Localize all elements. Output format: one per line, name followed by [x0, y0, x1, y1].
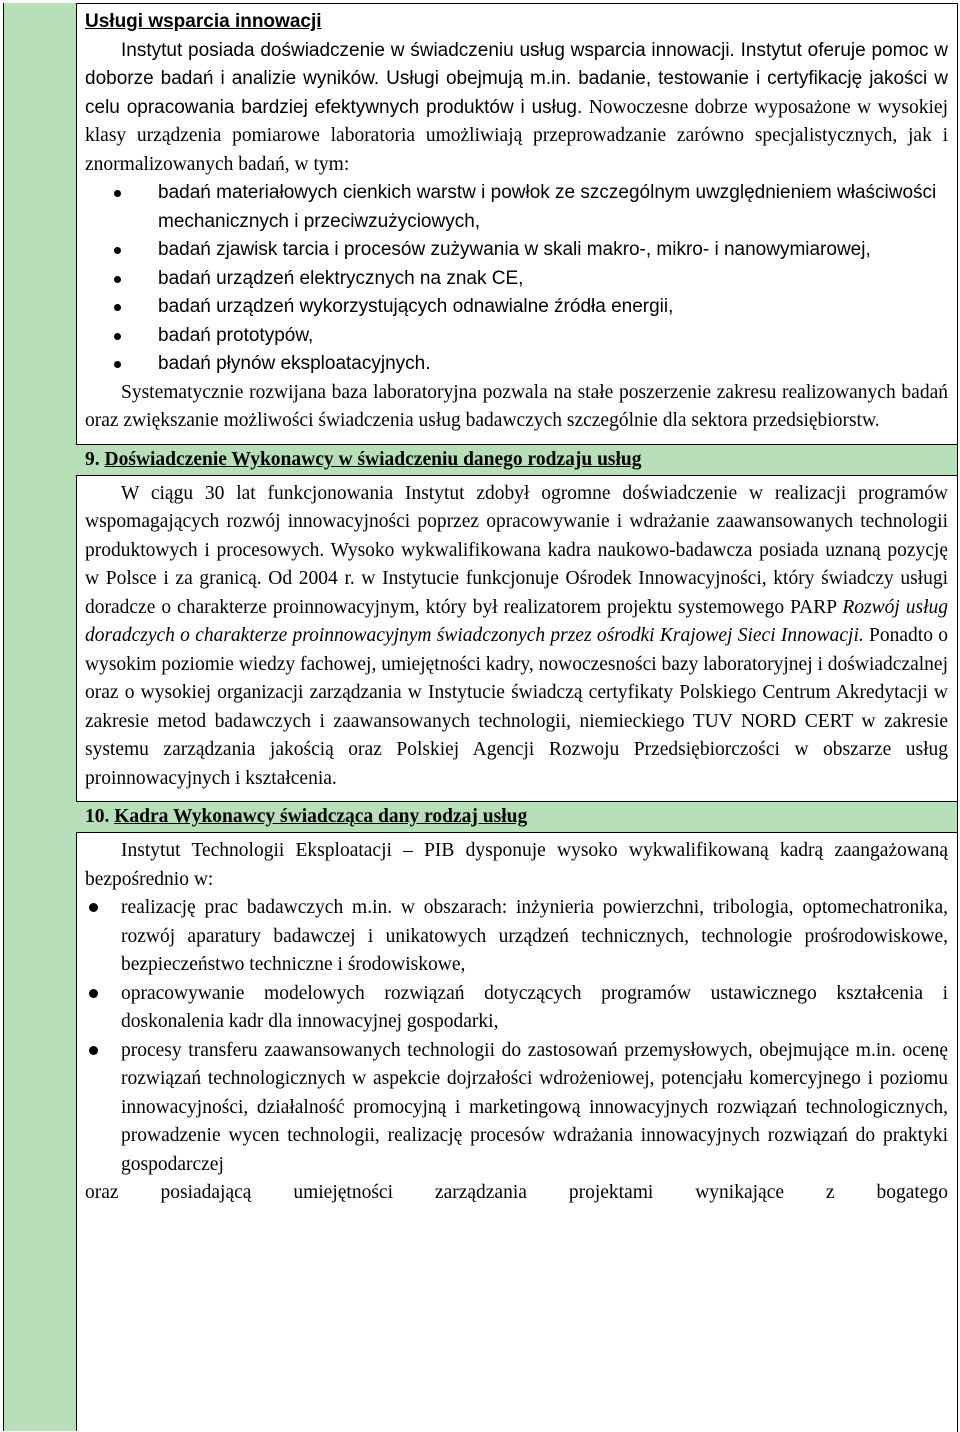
closing-line: oraz posiadającą umiejętności zarządzania projektami wynikające z bogatego: [85, 1182, 948, 1203]
list-item: realizację prac badawczych m.in. w obszarach: inżynieria powierzchni, tribologia, optomechatronika, rozwój aparatury badawczej i unikatowych urządzeń technicznych, technologie prośrodowiskowe, bezpieczeństwo techniczne i środowiskowe,: [121, 894, 948, 980]
innovation-support-heading: Usługi wsparcia innowacji: [85, 11, 322, 32]
section-10-title: Kadra Wykonawcy świadcząca dany rodzaj usług: [114, 806, 528, 827]
list-item: procesy transferu zaawansowanych technologii do zastosowań przemysłowych, obejmujące m.in. ocenę rozwiązań technologicznych w aspekcie dojrzałości wdrożeniowej, potencjału komercyjnego i poziomu innowacyjności, działalność promocyjną i marketingową innowacyjnych rozwiązań technologicznych, prowadzenie wycen technologii, realizację procesów wdrażania innowacyjnych rozwiązań do praktyki gospodarczej: [121, 1037, 948, 1180]
experience-text-2: Ponadto o wysokim poziomie wiedzy fachowej, umiejętności kadry, nowoczesności bazy laboratoryjnej i doświadczalnej oraz o wysokiej organizacji zarządzania w Instytucie świadczą certyfikaty Polskiego Centrum Akredytacji w zakresie metod badawczych i zaawansowanych technologii, niemieckiego TUV NORD CERT w zakresie systemu zarządzania jakością oraz Polskiej Agencji Rozwoju Przedsiębiorczości w obszarze usług proinnowacyjnych i kształcenia.: [85, 625, 948, 789]
innovation-support-section: [76, 8, 957, 436]
project-title: Rozwój usług doradczych o charakterze proinnowacyjnym świadczonych przez ośrodki Krajowej Sieci Innowacji.: [85, 596, 948, 646]
staff-list: [85, 894, 948, 1179]
list-item: opracowywanie modelowych rozwiązań dotyczących programów ustawicznego kształcenia i doskonalenia kadr dla innowacyjnej gospodarki,: [121, 980, 948, 1037]
experience-text-1: W ciągu 30 lat funkcjonowania Instytut zdobył ogromne doświadczenie w realizacji programów wspomagających rozwój innowacyjności poprzez opracowywanie i wdrażanie zaawansowanych technologii produktowych i procesowych. Wysoko wykwalifikowana kadra naukowo-badawcza posiada uznaną pozycję w Polsce i za granicą. Od 2004 r. w Instytucie funkcjonuje Ośrodek Innowacyjności, który świadczy usługi doradcze o charakterze proinnowacyjnym, który był realizatorem projektu systemowego PARP: [85, 482, 948, 618]
laboratory-paragraph: Systematycznie rozwijana baza laboratoryjna pozwala na stałe poszerzenie zakresu realizowanych badań oraz zwiększanie możliwości świadczenia usług badawczych szczególnie dla sektora przedsiębiorstw.: [85, 381, 948, 431]
section-9-body: [76, 480, 957, 794]
intro-serif-text: Nowoczesne dobrze wyposażone w wysokiej klasy urządzenia pomiarowe laboratoria umożliwiają przeprowadzanie zarówno specjalistycznych, jak i znormalizowanych badań, w tym:: [85, 96, 949, 175]
research-list: [85, 179, 948, 379]
list-item: badań prototypów,: [158, 322, 948, 351]
section-10-number: 10.: [85, 806, 110, 827]
list-item: badań zjawisk tarcia i procesów zużywania w skali makro-, mikro- i nanowymiarowej,: [158, 236, 948, 265]
section-9-heading: [76, 444, 957, 476]
section-9-title: Doświadczenie Wykonawcy w świadczeniu danego rodzaju usług: [104, 448, 642, 470]
section-9-number: 9.: [85, 448, 100, 470]
list-item: badań urządzeń wykorzystujących odnawialne źródła energii,: [158, 293, 948, 322]
experience-paragraph: [85, 480, 948, 794]
list-item: badań płynów eksploatacyjnych.: [158, 350, 948, 379]
left-margin-column: [3, 3, 77, 1431]
content-column: [76, 3, 958, 1432]
section-10-heading: [76, 801, 957, 833]
list-item: badań urządzeń elektrycznych na znak CE,: [158, 265, 948, 294]
section-10-body: [76, 837, 957, 1208]
intro-sans-text: Instytut posiada doświadczenie w świadczeniu usług wsparcia innowacji. Instytut oferuje pomoc w doborze badań i analizie wyników. Usługi obejmują m.in. badanie, testowanie i certyfikację jakości w celu opracowania bardziej efektywnych produktów i usług.: [85, 39, 948, 118]
innovation-support-paragraph: [85, 37, 948, 180]
staff-intro: Instytut Technologii Eksploatacji – PIB dysponuje wysoko wykwalifikowaną kadrą zaangażowaną bezpośrednio w:: [85, 840, 948, 890]
list-item: badań materiałowych cienkich warstw i powłok ze szczególnym uwzględnieniem właściwości mechanicznych i przeciwzużyciowych,: [158, 179, 948, 236]
